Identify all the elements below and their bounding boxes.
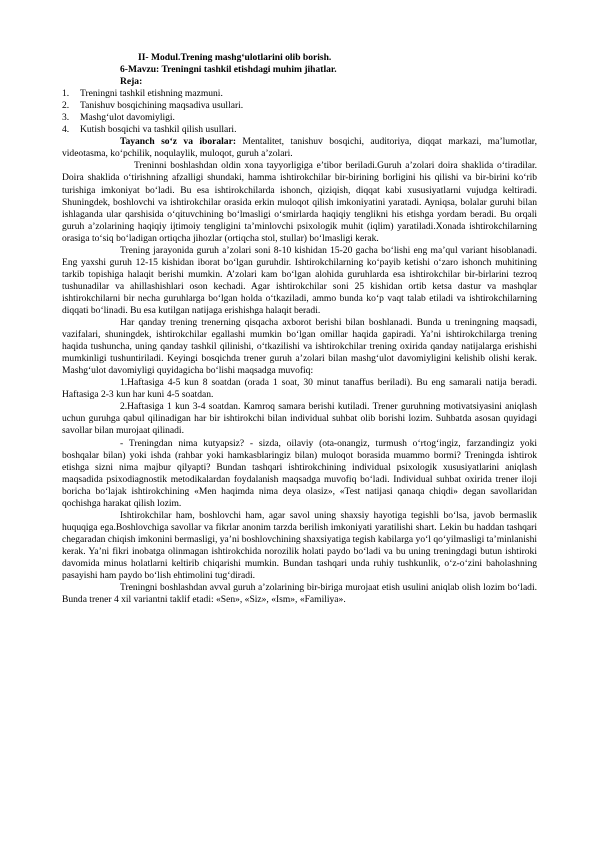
plan-item-number: 2. [62,100,70,112]
plan-item [62,100,537,112]
keywords-label: Tayanch so‘z va iboralar: [120,136,236,148]
body-paragraph: - Treningdan nima kutyapsiz? - sizda, oilaviy (ota-onangiz, turmush o‘rtog‘ingiz, farzandingiz yoki boshqalar bilan) yoki ishda (rahbar yoki hamkasblaringiz bilan) muloqot borasida muammo bormi? Treningda ishtirok etishga sizni nima majbur qilyapti? Bundan tashqari ishtirokchining individual psixologik xususiyatlarini aniqlash maqsadida psixodiagnostik metodikalardan foydalanish maqsadga muvofiq bo‘ladi. Individual suhbat oxirida trener iloji boricha bo‘lajak ishtirokchining «Men haqimda nima deya olasiz», «Test natijasi qanaqa chiqdi» degan savollaridan qochishga harakat qilish lozim. [62,437,537,509]
plan-item [62,124,537,136]
body-paragraph: 1.Haftasiga 4-5 kun 8 soatdan (orada 1 soat, 30 minut tanaffus beriladi). Bu eng samarali natija beradi. Haftasiga 2-3 kun har kuni 4-5 soatdan. [62,377,537,401]
plan-item-number: 4. [62,124,70,136]
plan-label: Reja: [120,76,143,88]
body-paragraph: 2.Haftasiga 1 kun 3-4 soatdan. Kamroq samara berishi kutiladi. Trener guruhning motivatsiyasini aniqlash uchun guruhga qabul qilinadigan har bir ishtirokchi bilan individual suhbat olib borishi lozim. Suhbatda asosan quyidagi savollar bilan murojaat qilinadi. [62,401,537,437]
plan-item-text: Kutish bosqichi va tashkil qilish usullari. [80,124,237,136]
body-paragraph: Trening jarayonida guruh a’zolari soni 8-10 kishidan 15-20 gacha bo‘lishi eng ma’qul variant hisoblanadi. Eng yaxshi guruh 12-15 kishidan iborat bo‘lgan guruhdir. Ishtirokchilarning ko‘payib ketishi o‘zaro ishonch muhitining tarkib topishiga halaqit berishi mumkin. A’zolari kam bo‘lgan alohida guruhlarda esa ishtirokchilar bir-birlarini tezroq tushunadilar va ahillashishlari oson kechadi. Agar ishtirokchilar soni 25 kishidan ortib ketsa dastur va mashqlar ishtirokchilarni bir necha guruhlarga bo‘lgan holda o‘tkaziladi, ammo bunda ko‘p vaqt talab etiladi va ishtirokchilarning diqqati bo‘linadi. Bu esa kutilgan natijaga erishishga halaqit beradi. [62,244,537,316]
body-paragraph: Treningni boshlashdan avval guruh a’zolarining bir-biriga murojaat etish usulini aniqlab olish lozim bo‘ladi. Bunda trener 4 xil variantni taklif etadi: «Sen», «Siz», «Ism», «Familiya». [62,582,537,606]
plan-item [62,88,537,100]
plan-item-text: Treningni tashkil etishning mazmuni. [80,88,223,100]
keywords-paragraph [62,136,537,160]
plan-item [62,112,537,124]
plan-item-text: Mashg‘ulot davomiyligi. [80,112,175,124]
module-title: II- Modul.Trening mashg‘ulotlarini olib borish. [138,52,332,63]
plan-item-text: Tanishuv bosqichining maqsadiva usullari. [80,100,244,112]
topic-prefix: 6-Mavzu: [120,64,160,76]
topic-text: Treningni tashkil etishdagi muhim jihatlar. [159,64,337,76]
plan-item-number: 1. [62,88,70,100]
body-paragraph: Treninni boshlashdan oldin xona tayyorligiga e’tibor beriladi.Guruh a’zolari doira shaklida o‘tiradilar. Doira shaklida o‘tirishning afzalligi shundaki, hamma ishtirokchilar bir-birining borligini his qilishi va bir-birini ko‘rib turishiga imkoniyat bo‘ladi. Bu esa ishtirokchilarda ishonch, qiziqish, diqqat kabi xususiyatlarni vujudga keltiradi. Shuningdek, boshlovchi va ishtirokchilar orasida erkin muloqot qilish imkoniyatini yaratadi. Ayniqsa, bolalar guruhi bilan ishlaganda ular qarshisida o‘qituvchining bo‘lmasligi o‘smirlarda haqiqiy tenglikni his etishga yordam beradi. Bu orqali guruh a’zolarining haqiqiy ijtimoiy tengligini ta’minlovchi psixologik muhit (iqlim) yaratiladi.Xonada ishtirokchilarning orasiga to‘siq bo‘ladigan ortiqcha jihozlar (ortiqcha stol, stullar) bo‘lmasligi kerak. [62,160,537,244]
keywords-text: Mentalitet, tanishuv bosqichi, auditoriya, diqqat markazi, ma’lumotlar, videotasma, ko‘pchilik, noqulaylik, muloqot, guruh a’zolari. [62,136,537,160]
document-page [62,52,537,606]
topic-title [62,64,537,76]
body-paragraph: Har qanday trening trenerning qisqacha axborot berishi bilan boshlanadi. Bunda u treningning maqsadi, vazifalari, shuningdek, ishtirokchilar egallashi mumkin bo‘lgan omillar haqida gapiradi. Ya’ni ishtirokchilarga trening haqida tushuncha, uning qanday tashkil qilinishi, o‘tkazilishi va ishtirokchilar trening oxirida qanday natijalarga erishishi mumkinligi tushuntiriladi. Keyingi bosqichda trener guruh a’zolari bilan mashg‘ulot davomiyligini kelishib olishi kerak. Mashg‘ulot davomiyligi quyidagicha bo‘lishi maqsadga muvofiq: [62,317,537,377]
plan-list [62,88,537,136]
plan-item-number: 3. [62,112,70,124]
body-paragraph: Ishtirokchilar ham, boshlovchi ham, agar savol uning shaxsiy hayotiga tegishli bo‘lsa, javob bermaslik huquqiga ega.Boshlovchiga savollar va fikrlar anonim tarzda berilish imkoniyati yaratilishi shart. Lekin bu haddan tashqari chegaradan chiqish imkonini bermasligi, ya’ni boshlovchining shaxsiyatiga tegish kabilarga yo‘l qo‘yilmasligi ta’minlanishi kerak. Ya’ni fikri inobatga olinmagan ishtirokchida norozilik holati paydo bo‘ladi va bu uning treningdagi butun ishtiroki davomida minus holatlarni keltirib chiqarishi mumkin. Bundan tashqari unda ruhiy tushkunlik, o‘z-o‘zini baholashning pasayishi ham paydo bo‘lish ehtimolini tug‘diradi. [62,509,537,582]
